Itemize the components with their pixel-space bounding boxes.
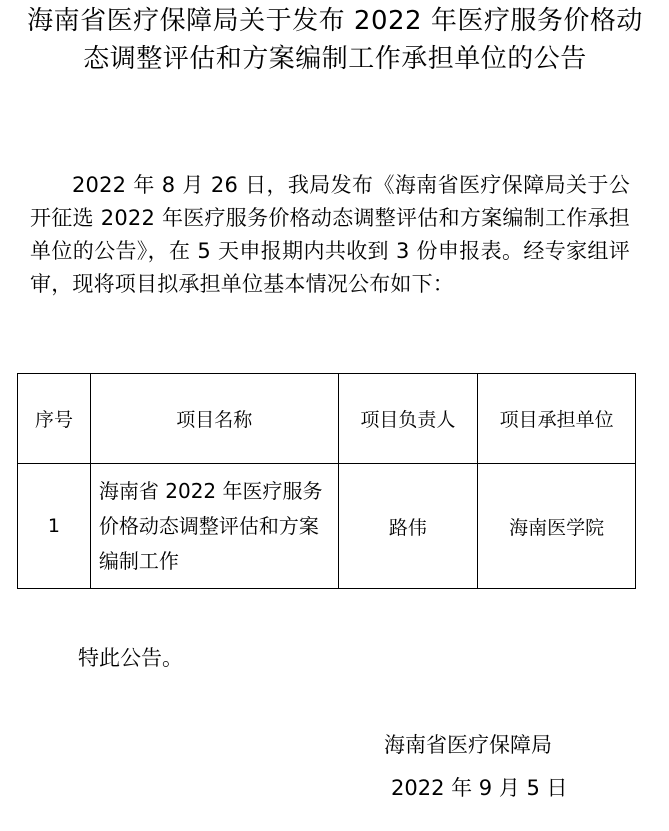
cell-undertaking-unit: 海南医学院 [478, 464, 636, 589]
body-paragraph: 2022 年 8 月 26 日，我局发布《海南省医疗保障局关于公开征选 2022 年医疗服务价格动态调整评估和方案编制工作承担单位的公告》，在 5 天申报期内共收到 3 份申报表。经专家组评审，现将项目拟承担单位基本情况公布如下： [30, 173, 630, 296]
cell-serial-no: 1 [18, 464, 91, 589]
header-project-leader: 项目负责人 [338, 374, 478, 464]
signature-date: 2022 年 9 月 5 日 [391, 776, 568, 800]
table-row [18, 464, 636, 589]
header-serial-no: 序号 [18, 374, 91, 464]
closing-text: 特此公告。 [78, 646, 183, 670]
header-undertaking-unit: 项目承担单位 [478, 374, 636, 464]
cell-project-name: 海南省 2022 年医疗服务价格动态调整评估和方案编制工作 [90, 464, 338, 589]
header-project-name: 项目名称 [90, 374, 338, 464]
table-header-row [18, 374, 636, 464]
document-title: 海南省医疗保障局关于发布 2022 年医疗服务价格动态调整评估和方案编制工作承担单位的公告 [27, 6, 643, 74]
signature-organization: 海南省医疗保障局 [384, 733, 552, 757]
project-table [17, 373, 636, 589]
cell-project-leader: 路伟 [338, 464, 478, 589]
